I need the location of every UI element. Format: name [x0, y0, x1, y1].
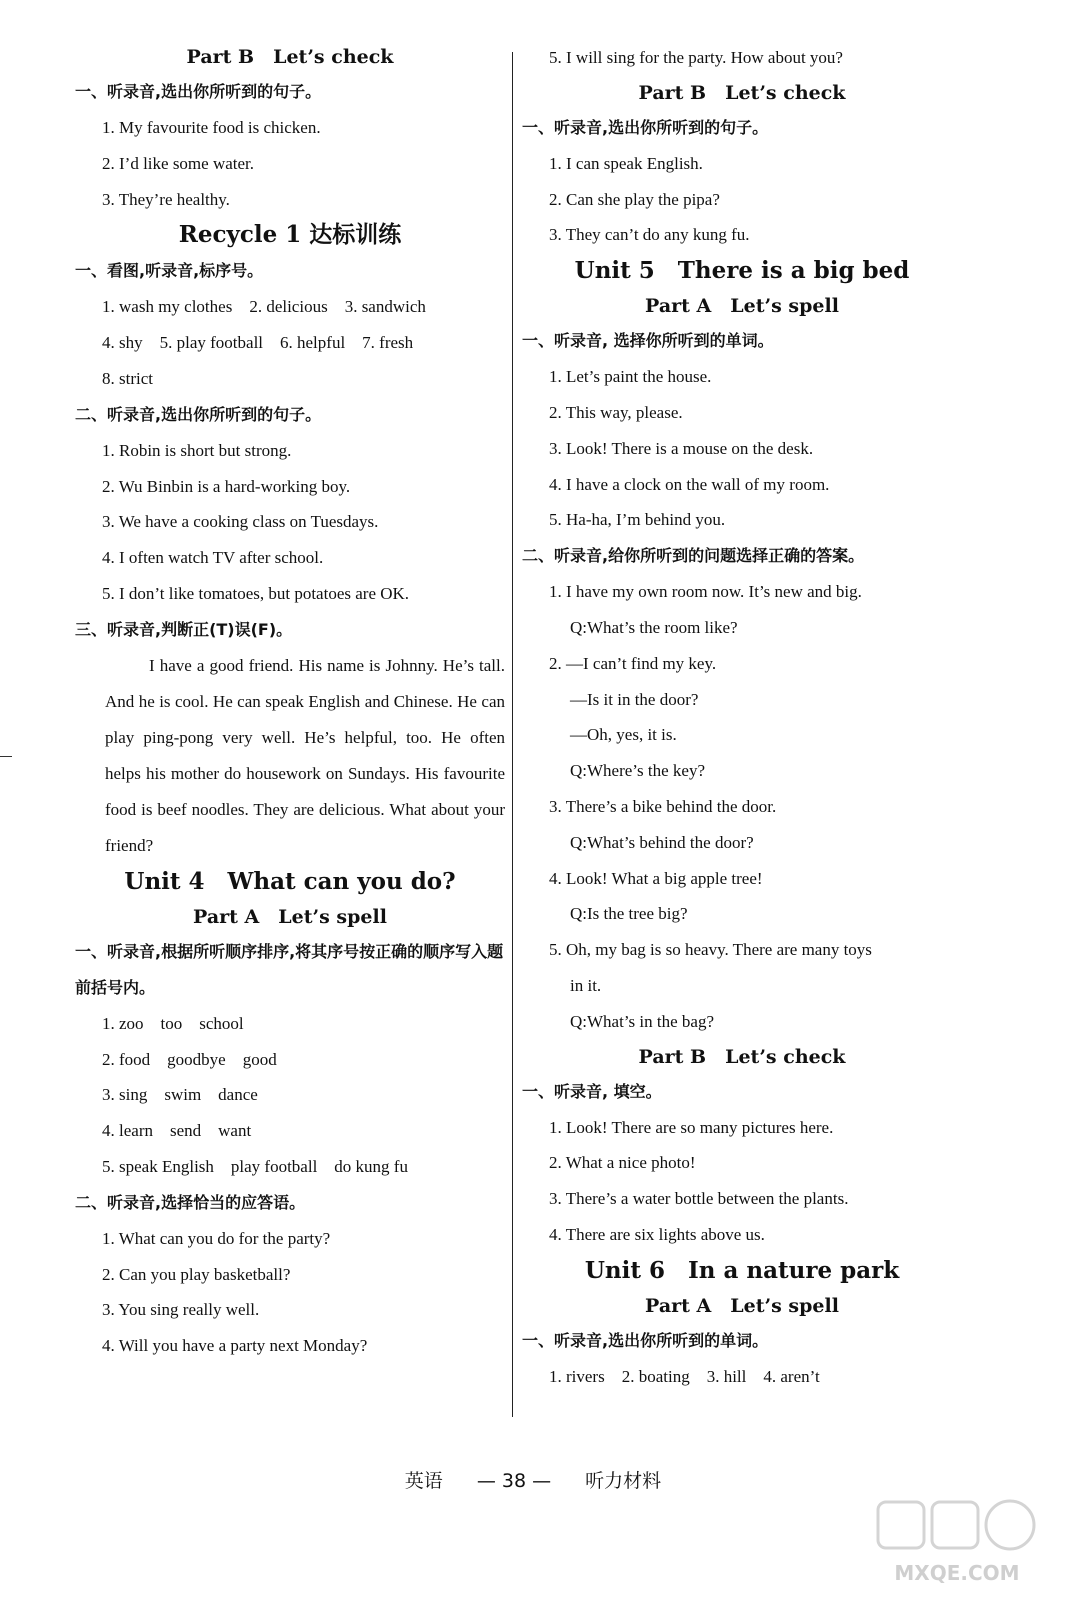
- list-item: 1. Robin is short but strong.: [102, 440, 292, 460]
- question-line: Q:What’s in the bag?: [570, 1011, 714, 1031]
- list-item: 3. They’re healthy.: [102, 189, 230, 209]
- margin-tick: [0, 756, 12, 757]
- list-item: 1. I have my own room now. It’s new and big.: [549, 582, 862, 602]
- right-column: [522, 40, 962, 1395]
- item-list: [75, 110, 505, 217]
- list-item: 2. Wu Binbin is a hard-working boy.: [102, 476, 351, 496]
- item-list: [522, 146, 962, 253]
- question-line: Q:What’s behind the door?: [570, 832, 754, 852]
- list-item: 1. I can speak English.: [549, 153, 703, 173]
- item-list: [75, 1006, 505, 1185]
- question-line: —Is it in the door?: [570, 689, 699, 709]
- item-list: [522, 1359, 962, 1395]
- list-item: 1. Let’s paint the house.: [549, 367, 712, 387]
- part-heading: Part B Let’s check: [638, 1045, 846, 1068]
- list-item: 5. I will sing for the party. How about you?: [549, 48, 843, 67]
- part-heading: Part A Let’s spell: [645, 295, 839, 318]
- list-item: 4. I have a clock on the wall of my room.: [549, 474, 830, 494]
- list-item: 2. food goodbye good: [102, 1049, 277, 1069]
- column-divider: [512, 52, 513, 1417]
- page-number: — 38 —: [476, 1470, 552, 1492]
- list-item: 4. Will you have a party next Monday?: [102, 1336, 368, 1356]
- page-footer: [0, 1466, 1066, 1493]
- section-heading: 二、听录音,选出你所听到的句子。: [75, 404, 322, 424]
- qa-list: [522, 574, 962, 1039]
- recycle-title: Recycle 1 达标训练: [178, 221, 402, 249]
- list-item: 4. Look! What a big apple tree!: [549, 868, 763, 888]
- section-heading: 三、听录音,判断正(T)误(F)。: [75, 619, 293, 639]
- list-item: 1. rivers 2. boating 3. hill 4. aren’t: [549, 1366, 820, 1386]
- part-heading: Part B Let’s check: [186, 46, 394, 68]
- passage-text: I have a good friend. His name is Johnny. He’s tall. And he is cool. He can speak English and Chinese. He can play ping-pong very well. He’s helpful, too. He often helps his mother do housework on Sundays. His favourite food is beef noodles. They are delicious. What about your friend?: [105, 655, 505, 855]
- question-line: Q:Is the tree big?: [570, 904, 688, 924]
- list-item: 2. Can she play the pipa?: [549, 189, 720, 209]
- list-item: 4. I often watch TV after school.: [102, 548, 324, 568]
- question-line: in it.: [570, 975, 602, 995]
- list-item: 3. We have a cooking class on Tuesdays.: [102, 512, 379, 532]
- list-item: 1. zoo too school: [102, 1013, 244, 1033]
- item-list: [75, 1221, 505, 1364]
- list-item: 3. There’s a water bottle between the plants.: [549, 1189, 849, 1209]
- list-item: 3. There’s a bike behind the door.: [549, 796, 777, 816]
- unit-title: Unit 4 What can you do?: [124, 867, 456, 895]
- item-list: [75, 289, 505, 396]
- list-item: 5. I don’t like tomatoes, but potatoes are OK.: [102, 583, 410, 603]
- section-heading: 一、听录音,选出你所听到的句子。: [75, 82, 322, 101]
- section-heading: 二、听录音,选择恰当的应答语。: [75, 1192, 306, 1212]
- list-item: 3. Look! There is a mouse on the desk.: [549, 438, 814, 458]
- list-item: 2. I’d like some water.: [102, 153, 255, 173]
- list-item: 1. Look! There are so many pictures here.: [549, 1117, 834, 1137]
- section-heading: 一、听录音, 选择你所听到的单词。: [522, 331, 774, 351]
- section-heading: 一、听录音,选出你所听到的单词。: [522, 1330, 769, 1350]
- part-heading: Part A Let’s spell: [193, 905, 387, 928]
- unit-title: Unit 5 There is a big bed: [574, 257, 910, 285]
- list-item: 4. There are six lights above us.: [549, 1224, 765, 1244]
- list-item: 3. You sing really well.: [102, 1300, 260, 1320]
- list-item: 3. sing swim dance: [102, 1085, 258, 1105]
- unit-title: Unit 6 In a nature park: [584, 1256, 900, 1284]
- item-list: [522, 359, 962, 538]
- watermark-logo: [872, 1496, 1042, 1588]
- question-line: Q:What’s the room like?: [570, 617, 738, 637]
- list-item: 2. This way, please.: [549, 402, 683, 422]
- list-item: 2. —I can’t find my key.: [549, 653, 717, 673]
- list-item: 5. Ha-ha, I’m behind you.: [549, 510, 726, 530]
- section-heading: 一、听录音,选出你所听到的句子。: [522, 117, 769, 137]
- item-list: [75, 433, 505, 612]
- list-item: 1. My favourite food is chicken.: [102, 118, 321, 137]
- footer-label: 听力材料: [585, 1470, 662, 1492]
- item-list: [522, 1110, 962, 1253]
- list-item: 1. What can you do for the party?: [102, 1228, 331, 1248]
- list-item: 8. strict: [102, 368, 153, 388]
- list-item: 4. shy 5. play football 6. helpful 7. fresh: [102, 333, 414, 353]
- list-item: 4. learn send want: [102, 1121, 252, 1141]
- section-heading: 一、看图,听录音,标序号。: [75, 261, 264, 281]
- left-column: [75, 40, 505, 1364]
- part-heading: Part B Let’s check: [638, 81, 846, 104]
- footer-subject: 英语: [404, 1470, 443, 1492]
- list-item: 2. What a nice photo!: [549, 1153, 696, 1173]
- watermark-text: MXQE.COM: [894, 1561, 1020, 1585]
- list-item: 5. speak English play football do kung fu: [102, 1156, 408, 1176]
- question-line: Q:Where’s the key?: [570, 761, 705, 781]
- part-heading: Part A Let’s spell: [645, 1294, 839, 1317]
- list-item: 1. wash my clothes 2. delicious 3. sandwich: [102, 297, 426, 317]
- question-line: —Oh, yes, it is.: [570, 725, 677, 745]
- section-heading: 二、听录音,给你所听到的问题选择正确的答案。: [522, 546, 865, 566]
- list-item: 3. They can’t do any kung fu.: [549, 225, 750, 245]
- section-heading: 一、听录音,根据所听顺序排序,将其序号按正确的顺序写入题前括号内。: [75, 941, 504, 997]
- list-item: 2. Can you play basketball?: [102, 1264, 291, 1284]
- section-heading: 一、听录音, 填空。: [522, 1081, 662, 1101]
- list-item: 5. Oh, my bag is so heavy. There are many toys: [549, 940, 872, 960]
